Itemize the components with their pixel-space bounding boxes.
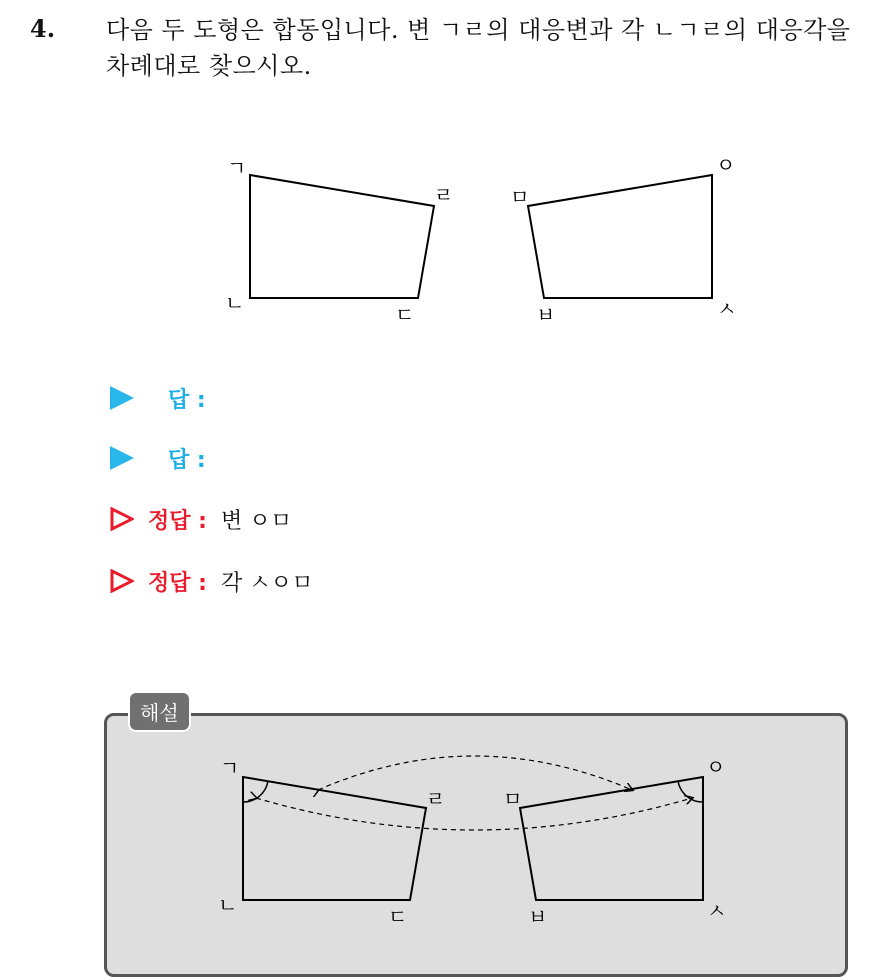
label-mieum: ㅁ [503, 787, 523, 811]
solution-label: 정답 : [148, 508, 207, 534]
label-siot: ㅅ [717, 297, 737, 321]
solution-value: 각 ㅅㅇㅁ [220, 570, 313, 596]
answer-label: 답 : [168, 387, 206, 413]
label-digeut: ㄷ [395, 303, 415, 327]
correspondence-arrow-sides [318, 756, 632, 790]
correspondence-arrow-angles [256, 798, 692, 830]
label-nieun: ㄴ [218, 893, 238, 917]
question-text: 다음 두 도형은 합동입니다. 변 ㄱㄹ의 대응변과 각 ㄴㄱㄹ의 대응각을 차례대로 찾으시오. [106, 16, 851, 80]
label-mieum: ㅁ [510, 185, 530, 209]
label-ieung: ㅇ [716, 153, 736, 177]
label-digeut: ㄷ [388, 905, 408, 929]
label-rieul: ㄹ [434, 183, 454, 207]
label-ieung: ㅇ [706, 755, 726, 779]
label-nieun: ㄴ [225, 291, 245, 315]
explanation-tag: 해설 [128, 691, 191, 732]
explanation-quadrilateral-left [243, 777, 426, 900]
question-number: 4. [30, 14, 56, 43]
answer-label: 답 : [168, 447, 206, 473]
solution-label: 정답 : [148, 570, 207, 596]
label-rieul: ㄹ [426, 787, 446, 811]
label-giyeok: ㄱ [227, 156, 247, 180]
label-bieup: ㅂ [528, 905, 548, 929]
label-giyeok: ㄱ [220, 756, 240, 780]
solution-value: 변 ㅇㅁ [220, 508, 292, 534]
label-bieup: ㅂ [536, 303, 556, 327]
label-siot: ㅅ [707, 899, 727, 923]
angle-arc-right [678, 781, 703, 802]
explanation-quadrilateral-right [520, 777, 703, 900]
angle-arc-left [243, 781, 268, 802]
